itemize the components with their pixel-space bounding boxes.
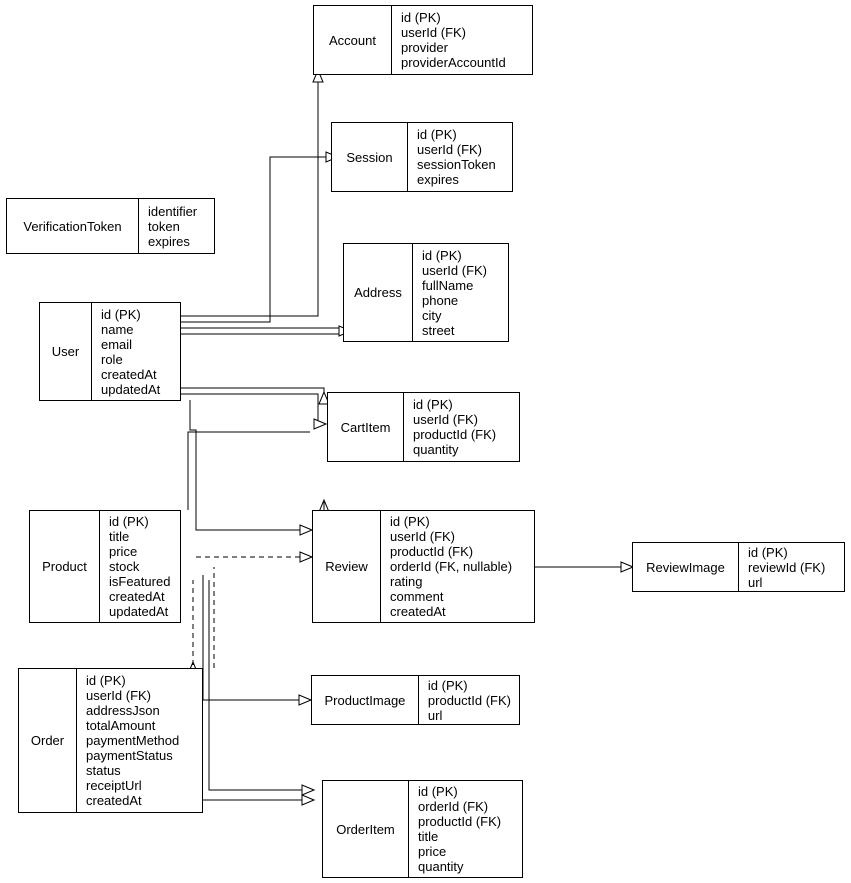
- entity-reviewimage[interactable]: [632, 542, 845, 592]
- attribute: price: [109, 544, 138, 559]
- attribute: productId (FK): [413, 427, 497, 442]
- edge-product-orderitem: [209, 580, 306, 790]
- entity-productimage-name: ProductImage: [312, 676, 419, 724]
- arrowhead-cartitem-left: [314, 419, 326, 429]
- attribute: title: [418, 829, 439, 844]
- entity-product-name: Product: [30, 511, 100, 622]
- arrowhead-orderitem-1: [302, 785, 314, 795]
- attribute: title: [109, 529, 130, 544]
- attribute: productId (FK): [427, 692, 511, 708]
- attribute: isFeatured: [109, 574, 171, 589]
- attribute: id (PK): [427, 677, 468, 693]
- attribute: id (PK): [86, 673, 126, 688]
- attribute: stock: [109, 559, 140, 574]
- arrowhead-productimage: [299, 695, 311, 705]
- attribute: sessionToken: [417, 157, 496, 172]
- entity-session-name: Session: [332, 123, 408, 191]
- entity-review-attributes: [381, 511, 534, 622]
- attribute: url: [427, 707, 443, 723]
- attribute: id (PK): [748, 544, 788, 560]
- attribute: createdAt: [390, 604, 446, 619]
- attribute: fullName: [422, 277, 474, 293]
- attribute: productId (FK): [418, 814, 502, 829]
- attribute: id (PK): [101, 306, 141, 322]
- entity-review[interactable]: [312, 510, 535, 623]
- attribute: comment: [390, 589, 444, 604]
- attribute: createdAt: [86, 793, 142, 808]
- edge-product-cartitem: [188, 432, 310, 510]
- entity-orderitem-attributes: [409, 781, 522, 877]
- entity-product-attributes: [100, 511, 180, 622]
- entity-verificationtoken[interactable]: [6, 198, 215, 254]
- attribute: street: [422, 322, 455, 338]
- attribute: price: [418, 844, 447, 859]
- attribute: status: [86, 763, 121, 778]
- attribute: id (PK): [418, 784, 458, 799]
- attribute: expires: [148, 233, 190, 249]
- entity-cartitem[interactable]: [327, 392, 520, 462]
- entity-address-attributes: [413, 244, 508, 341]
- entity-user[interactable]: [39, 302, 181, 401]
- edge-user-account: [181, 78, 318, 316]
- entity-reviewimage-attributes: [739, 543, 844, 591]
- arrowhead-review-left: [300, 552, 312, 562]
- entity-productimage-attributes: [419, 676, 519, 724]
- entity-user-attributes: [92, 303, 180, 400]
- attribute: id (PK): [422, 247, 462, 263]
- attribute: paymentMethod: [86, 733, 180, 748]
- attribute: expires: [417, 172, 459, 187]
- attribute: role: [101, 351, 123, 367]
- attribute: userId (FK): [86, 688, 152, 703]
- attribute: quantity: [413, 442, 459, 457]
- entity-address[interactable]: [343, 243, 509, 342]
- edge-user-cartitem-a: [181, 388, 324, 400]
- arrowhead-review-left2: [300, 525, 312, 535]
- entity-user-name: User: [40, 303, 92, 400]
- attribute: createdAt: [109, 589, 165, 604]
- attribute: id (PK): [417, 127, 457, 142]
- attribute: id (PK): [401, 10, 441, 25]
- attribute: orderId (FK, nullable): [390, 559, 513, 574]
- attribute: url: [748, 574, 763, 590]
- attribute: addressJson: [86, 703, 160, 718]
- attribute: totalAmount: [86, 718, 156, 733]
- entity-verificationtoken-name: VerificationToken: [7, 199, 139, 253]
- attribute: paymentStatus: [86, 748, 173, 763]
- edge-user-review: [190, 400, 304, 530]
- attribute: id (PK): [413, 397, 453, 412]
- attribute: userId (FK): [390, 529, 456, 544]
- attribute: phone: [422, 292, 459, 308]
- edge-user-cartitem-b: [181, 394, 318, 424]
- entity-order-attributes: [77, 669, 202, 812]
- attribute: id (PK): [390, 514, 430, 529]
- attribute: orderId (FK): [418, 799, 489, 814]
- attribute: id (PK): [109, 514, 149, 529]
- attribute: token: [148, 218, 180, 234]
- entity-orderitem-name: OrderItem: [323, 781, 409, 877]
- entity-verificationtoken-attributes: [139, 199, 214, 253]
- entity-cartitem-attributes: [404, 393, 519, 461]
- attribute: city: [422, 307, 442, 323]
- entity-account[interactable]: [313, 5, 533, 75]
- attribute: quantity: [418, 859, 464, 874]
- attribute: productId (FK): [390, 544, 474, 559]
- attribute: identifier: [148, 203, 198, 219]
- attribute: name: [101, 321, 134, 337]
- entity-address-name: Address: [344, 244, 413, 341]
- entity-account-name: Account: [314, 6, 392, 74]
- entity-session[interactable]: [331, 122, 513, 192]
- attribute: provider: [401, 40, 448, 55]
- attribute: email: [101, 336, 133, 352]
- attribute: rating: [390, 574, 423, 589]
- attribute: reviewId (FK): [748, 559, 826, 575]
- attribute: createdAt: [101, 366, 157, 382]
- entity-review-name: Review: [313, 511, 381, 622]
- entity-order[interactable]: [18, 668, 203, 813]
- attribute: userId (FK): [422, 262, 488, 278]
- attribute: userId (FK): [417, 142, 483, 157]
- entity-orderitem[interactable]: [322, 780, 523, 878]
- entity-cartitem-name: CartItem: [328, 393, 404, 461]
- edge-product-productimage: [203, 575, 303, 700]
- entity-order-name: Order: [19, 669, 77, 812]
- attribute: userId (FK): [413, 412, 479, 427]
- arrowhead-orderitem-2: [302, 795, 314, 805]
- attribute: updatedAt: [101, 381, 161, 397]
- entity-productimage[interactable]: [311, 675, 520, 725]
- attribute: updatedAt: [109, 604, 169, 619]
- attribute: providerAccountId: [401, 55, 506, 70]
- entity-product[interactable]: [29, 510, 181, 623]
- entity-reviewimage-name: ReviewImage: [633, 543, 739, 591]
- attribute: userId (FK): [401, 25, 467, 40]
- entity-session-attributes: [408, 123, 512, 191]
- entity-account-attributes: [392, 6, 532, 74]
- attribute: receiptUrl: [86, 778, 142, 793]
